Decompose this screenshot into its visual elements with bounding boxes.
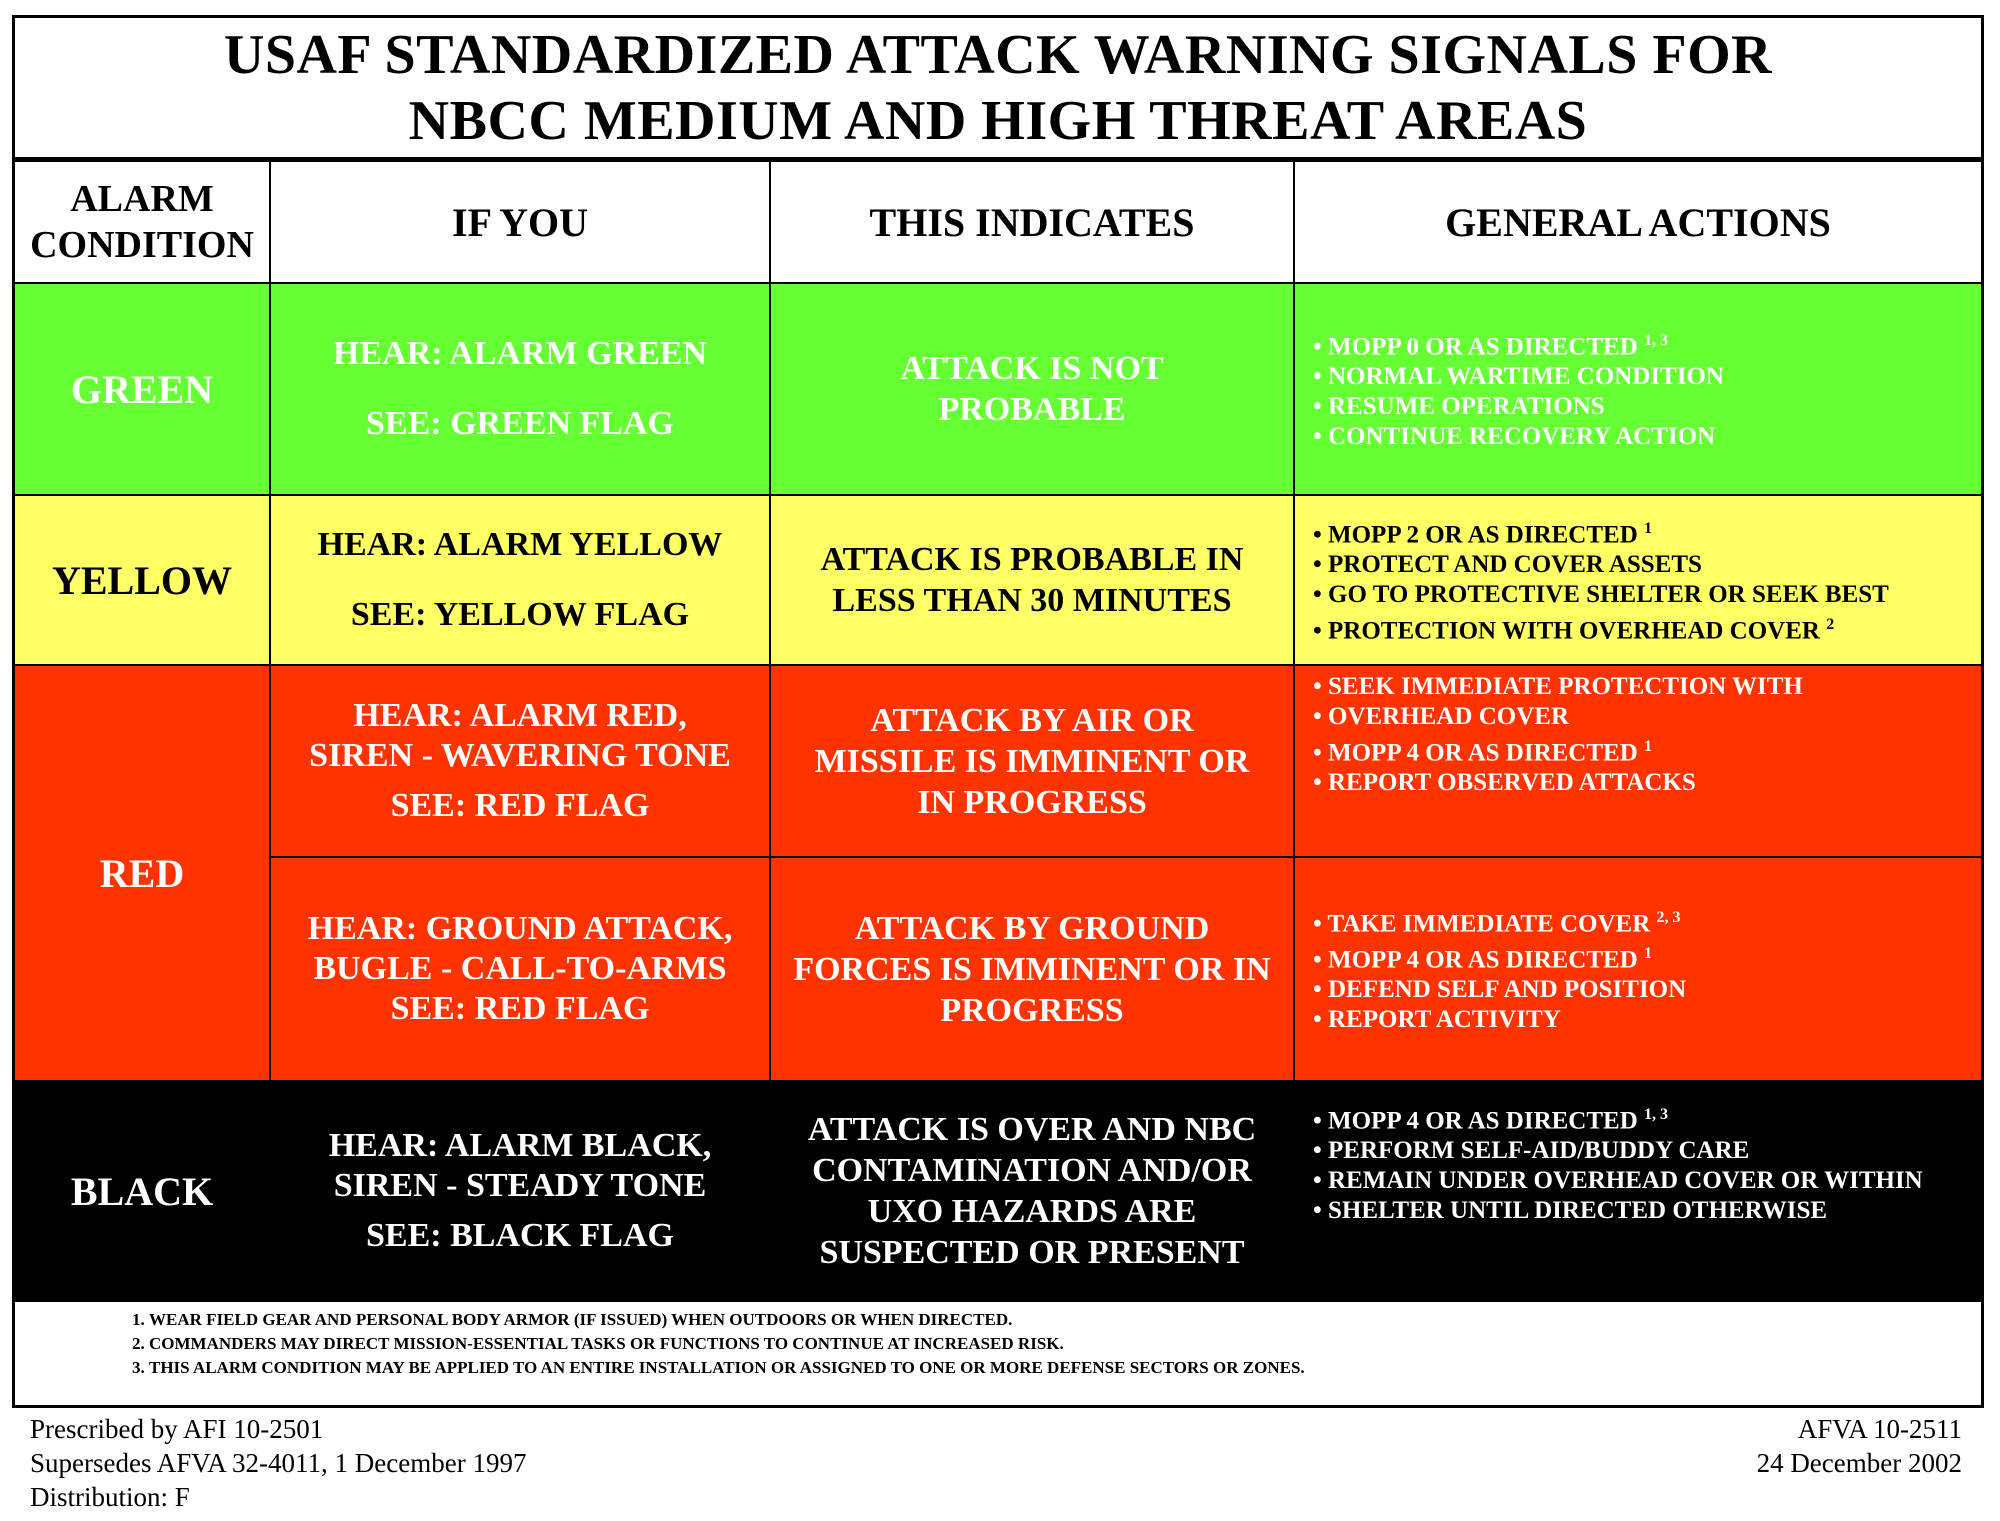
action-item: • NORMAL WARTIME CONDITION	[1313, 363, 1724, 391]
hear-yellow: HEAR: ALARM YELLOW	[317, 526, 723, 563]
action-item: • PROTECT AND COVER ASSETS	[1313, 551, 1702, 578]
action-item: • MOPP 4 OR AS DIRECTED $^{1, 3}$	[1313, 1106, 1669, 1135]
see-black: SEE: BLACK FLAG	[366, 1217, 674, 1254]
action-item: • MOPP 2 OR AS DIRECTED $^1$	[1313, 519, 1653, 548]
if-you-green	[270, 283, 770, 495]
actions-yellow	[1294, 495, 1981, 665]
action-item: • MOPP 4 OR AS DIRECTED $^1$	[1313, 945, 1653, 974]
action-item: • SEEK IMMEDIATE PROTECTION WITH	[1313, 673, 1803, 700]
action-item: • REMAIN UNDER OVERHEAD COVER OR WITHIN	[1313, 1167, 1923, 1195]
indicates-black: ATTACK IS OVER AND NBC CONTAMINATION AND/OR UXO HAZARDS ARE SUSPECTED OR PRESENT	[770, 1081, 1294, 1301]
header-alarm-condition: ALARM CONDITION	[15, 161, 270, 283]
warning-signals-table	[15, 160, 1981, 1302]
title-line-1: USAF STANDARDIZED ATTACK WARNING SIGNALS FOR	[223, 23, 1773, 86]
see-green: SEE: GREEN FLAG	[366, 405, 674, 442]
if-you-yellow	[270, 495, 770, 665]
action-item: • REPORT OBSERVED ATTACKS	[1313, 769, 1696, 797]
action-item: • PROTECTION WITH OVERHEAD COVER $^2$	[1313, 616, 1835, 645]
header-this-indicates: THIS INDICATES	[770, 161, 1294, 283]
actions-red-ground	[1294, 857, 1981, 1081]
notes-title: NOTES:	[135, 1275, 222, 1301]
condition-green: GREEN	[15, 283, 270, 495]
indicates-green: ATTACK IS NOT PROBABLE	[770, 283, 1294, 495]
notes-list	[135, 1308, 1981, 1380]
distribution: Distribution: F	[30, 1482, 190, 1512]
note-item: 2. COMMANDERS MAY DIRECT MISSION-ESSENTIAL TASKS OR FUNCTIONS TO CONTINUE AT INCREASED RISK.	[149, 1332, 1981, 1356]
condition-red: RED	[15, 665, 270, 1081]
action-item: • SHELTER UNTIL DIRECTED OTHERWISE	[1313, 1197, 1828, 1225]
see-red-air: SEE: RED FLAG	[390, 787, 650, 824]
header-row	[15, 161, 1981, 283]
if-you-red-ground: HEAR: GROUND ATTACK, BUGLE - CALL-TO-ARMS SEE: RED FLAG	[270, 857, 770, 1081]
form-number: AFVA 10-2511	[1797, 1414, 1962, 1444]
see-red-ground: SEE: RED FLAG	[390, 990, 650, 1027]
footer-right	[1757, 1412, 1962, 1480]
note-item: 3. THIS ALARM CONDITION MAY BE APPLIED TO AN ENTIRE INSTALLATION OR ASSIGNED TO ONE OR MORE DEFENSE SECTORS OR ZONES.	[149, 1356, 1981, 1380]
action-item: • TAKE IMMEDIATE COVER $^{2, 3}$	[1313, 908, 1681, 937]
action-item: • RESUME OPERATIONS	[1313, 393, 1605, 421]
row-yellow	[15, 495, 1981, 665]
supersedes: Supersedes AFVA 32-4011, 1 December 1997	[30, 1448, 527, 1478]
if-you-black: HEAR: ALARM BLACK, SIREN - STEADY TONE SEE: BLACK FLAG	[270, 1081, 770, 1301]
prescribed-by: Prescribed by AFI 10-2501	[30, 1414, 324, 1444]
note-item: 1. WEAR FIELD GEAR AND PERSONAL BODY ARMOR (IF ISSUED) WHEN OUTDOORS OR WHEN DIRECTED.	[149, 1308, 1981, 1332]
title-line-2: NBCC MEDIUM AND HIGH THREAT AREAS	[408, 89, 1588, 152]
see-yellow: SEE: YELLOW FLAG	[350, 596, 690, 633]
action-item: • MOPP 4 OR AS DIRECTED $^1$	[1313, 738, 1653, 767]
action-item: • GO TO PROTECTIVE SHELTER OR SEEK BEST	[1313, 581, 1889, 608]
notes-section	[15, 1267, 1981, 1405]
indicates-yellow: ATTACK IS PROBABLE IN LESS THAN 30 MINUTES	[770, 495, 1294, 665]
condition-yellow: YELLOW	[15, 495, 270, 665]
footer-left	[30, 1412, 526, 1514]
hear-green: HEAR: ALARM GREEN	[332, 335, 708, 372]
row-green	[15, 283, 1981, 495]
poster-frame	[12, 15, 1984, 1408]
action-item: • PERFORM SELF-AID/BUDDY CARE	[1313, 1137, 1750, 1165]
action-item: • CONTINUE RECOVERY ACTION	[1313, 423, 1716, 451]
form-date: 24 December 2002	[1756, 1448, 1962, 1478]
action-item: • MOPP 0 OR AS DIRECTED $^{1, 3}$	[1313, 331, 1669, 361]
poster-title	[15, 18, 1981, 160]
row-red-air	[15, 665, 1981, 857]
indicates-red-air: ATTACK BY AIR OR MISSILE IS IMMINENT OR IN PROGRESS	[770, 665, 1294, 857]
header-general-actions: GENERAL ACTIONS	[1294, 161, 1981, 283]
condition-black: BLACK	[15, 1081, 270, 1301]
action-item: • REPORT ACTIVITY	[1313, 1006, 1561, 1034]
row-red-ground	[15, 857, 1981, 1081]
actions-green	[1294, 283, 1981, 495]
action-item: • DEFEND SELF AND POSITION	[1313, 976, 1687, 1004]
header-if-you: IF YOU	[270, 161, 770, 283]
if-you-red-air: HEAR: ALARM RED, SIREN - WAVERING TONE SEE: RED FLAG	[270, 665, 770, 857]
indicates-red-ground: ATTACK BY GROUND FORCES IS IMMINENT OR IN PROGRESS	[770, 857, 1294, 1081]
action-item: • OVERHEAD COVER	[1313, 703, 1569, 730]
actions-red-air	[1294, 665, 1981, 857]
